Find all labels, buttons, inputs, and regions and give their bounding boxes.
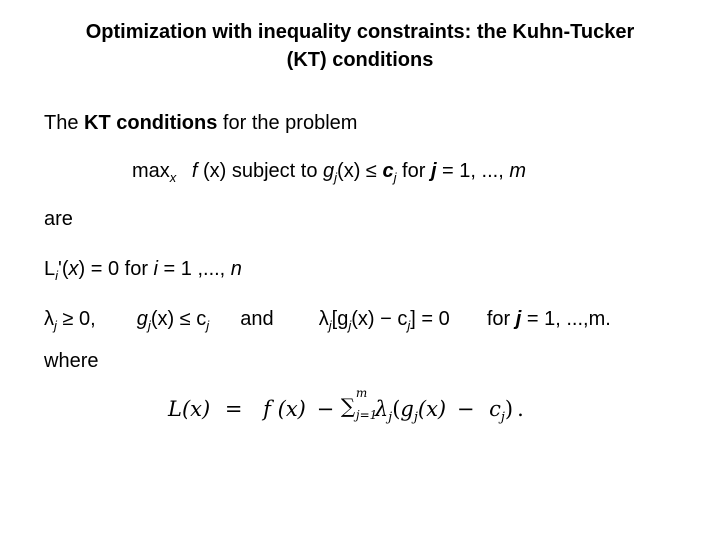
lagrangian-minus2: − bbox=[456, 397, 475, 421]
problem-m: m bbox=[509, 160, 526, 182]
cond2-range: = 1, ...,m. bbox=[521, 308, 611, 330]
lagrangian-period: . bbox=[517, 397, 524, 421]
max-label: max bbox=[132, 160, 170, 182]
problem-j: j bbox=[430, 160, 437, 182]
cond2-minus: (x) − c bbox=[351, 308, 408, 330]
cond1-i: i bbox=[153, 258, 158, 280]
cond1-prime: '( bbox=[58, 258, 69, 280]
cond1-L: L bbox=[44, 258, 56, 280]
problem-for: for bbox=[396, 160, 431, 182]
summation bbox=[340, 386, 378, 422]
cond2-j5: j bbox=[348, 318, 352, 333]
lagrangian-g: g bbox=[400, 397, 414, 421]
condition-1 bbox=[44, 258, 242, 281]
lagrangian-equation bbox=[168, 386, 524, 425]
problem-range: = 1, ..., bbox=[436, 160, 510, 182]
problem-c-sub: j bbox=[393, 170, 397, 185]
lagrangian-lambda: λ bbox=[374, 397, 389, 421]
problem-x-le: (x) ≤ bbox=[337, 160, 383, 182]
cond1-i-sub: i bbox=[55, 268, 59, 283]
title-line-2: (KT) conditions bbox=[286, 49, 434, 71]
lagrangian-lhs: L(x) bbox=[168, 397, 211, 421]
problem-statement bbox=[132, 160, 526, 183]
problem-c: c bbox=[382, 160, 394, 182]
cond1-eq0: ) = 0 for bbox=[78, 258, 154, 280]
slide-title bbox=[0, 18, 720, 74]
cond2-j1: j bbox=[54, 318, 57, 333]
problem-g-sub: j bbox=[334, 170, 338, 185]
intro-suffix: for the problem bbox=[217, 112, 358, 134]
problem-f: f bbox=[191, 160, 198, 182]
lagrangian-eq: = bbox=[224, 397, 243, 421]
lagrangian-g-sub: j bbox=[413, 410, 418, 425]
lagrangian-gx: (x) bbox=[417, 397, 447, 421]
cond1-n: n bbox=[230, 258, 242, 280]
sum-lower-limit: j=1 bbox=[355, 408, 378, 422]
intro-prefix: The bbox=[44, 112, 85, 134]
cond1-x: x bbox=[68, 258, 79, 280]
max-subscript: x bbox=[169, 170, 177, 185]
cond2-j7: j bbox=[515, 308, 522, 330]
sigma-symbol: ∑ bbox=[340, 394, 356, 418]
lagrangian-c-sub: j bbox=[500, 410, 505, 425]
cond2-bracket-close: ] = 0 bbox=[410, 308, 450, 330]
cond2-j2: j bbox=[147, 318, 151, 333]
cond2-for: for bbox=[486, 308, 516, 330]
title-line-1: Optimization with inequality constraints: the Kuhn-Tucker bbox=[85, 21, 635, 43]
sum-upper-limit: m bbox=[355, 386, 368, 400]
problem-x-arg: (x) bbox=[197, 160, 227, 182]
cond2-lambda: λ bbox=[44, 308, 54, 330]
cond2-x: (x) ≤ c bbox=[150, 308, 207, 330]
cond2-ge0: ≥ 0, bbox=[56, 308, 96, 330]
condition-2 bbox=[44, 308, 611, 331]
cond2-j6: j bbox=[407, 318, 411, 333]
lagrangian-open-paren: ( bbox=[392, 397, 401, 421]
lagrangian-f: f bbox=[263, 397, 271, 421]
intro-text bbox=[44, 112, 357, 135]
cond2-bracket-open: [g bbox=[331, 308, 349, 330]
cond2-and: and bbox=[240, 308, 274, 330]
cond2-lambda2: λ bbox=[318, 308, 329, 330]
lagrangian-minus: − bbox=[316, 397, 335, 421]
intro-bold: KT conditions bbox=[84, 112, 218, 134]
are-text: are bbox=[44, 208, 73, 230]
lagrangian-close-paren: ) bbox=[504, 397, 514, 421]
cond2-j3: j bbox=[206, 318, 210, 333]
lagrangian-lambda-sub: j bbox=[388, 410, 393, 425]
where-text: where bbox=[44, 350, 99, 372]
cond2-g: g bbox=[136, 308, 148, 330]
lagrangian-c: c bbox=[489, 397, 501, 421]
subject-to-text: subject to bbox=[226, 160, 324, 182]
cond2-j4: j bbox=[328, 318, 332, 333]
problem-g: g bbox=[323, 160, 335, 182]
cond1-range: = 1 ,..., bbox=[157, 258, 231, 280]
lagrangian-fx: (x) bbox=[277, 397, 306, 421]
